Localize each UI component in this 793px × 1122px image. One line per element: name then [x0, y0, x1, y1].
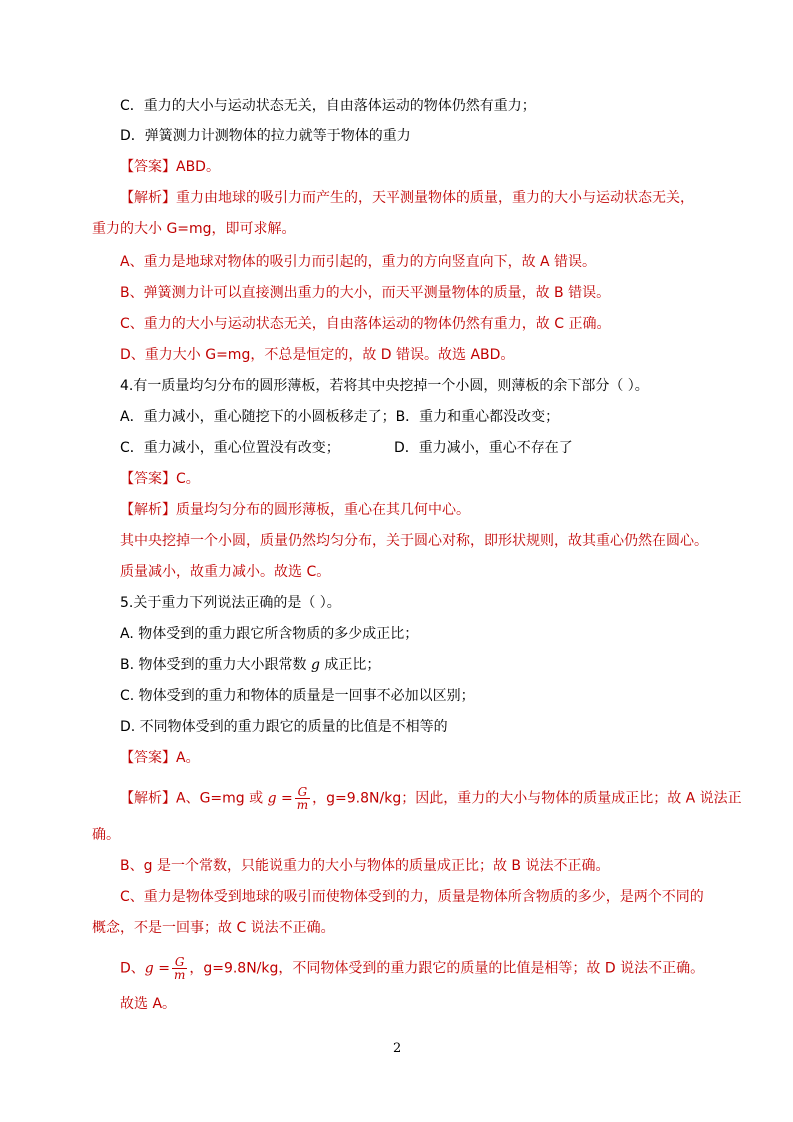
answer-tag: 【答案】	[120, 750, 176, 766]
q3-analysis-c: C、重力的大小与运动状态无关，自由落体运动的物体仍然有重力，故 C 正确。	[120, 316, 611, 332]
fraction-denominator: m	[296, 798, 309, 812]
q3-option-c: C．重力的大小与运动状态无关，自由落体运动的物体仍然有重力；	[120, 98, 536, 114]
formula-lhs: g =	[267, 790, 293, 807]
q5-conclusion: 故选 A。	[120, 996, 177, 1012]
q5-analysis-a-cont: 确。	[92, 827, 120, 843]
q4-option-ab: A．重力减小，重心随挖下的小圆板移走了；B．重力和重心都没改变；	[120, 409, 560, 425]
formula-fraction	[172, 956, 187, 981]
analysis-tag: 【解析】	[120, 190, 176, 206]
constant-g: g	[310, 657, 320, 673]
option-b-text-end: 成正比；	[319, 657, 381, 673]
analysis-text: 质量均匀分布的圆形薄板，重心在其几何中心。	[176, 502, 470, 518]
q3-analysis-line-2: 重力的大小 G=mg，即可求解。	[92, 221, 296, 237]
fraction-numerator: G	[295, 786, 310, 799]
q4-option-d: D．重力减小，重心不存在了	[394, 440, 573, 456]
fraction-numerator: G	[172, 956, 187, 969]
page-number: 2	[393, 1041, 402, 1056]
q3-analysis-b: B、弹簧测力计可以直接测出重力的大小，而天平测量物体的质量，故 B 错误。	[120, 285, 611, 301]
q4-answer	[120, 469, 200, 489]
q3-analysis-line-1	[120, 188, 694, 208]
analysis-text: A、G=mg 或	[176, 790, 268, 807]
answer-value: C。	[176, 471, 200, 487]
q5-analysis-c-1: C、重力是物体受到地球的吸引而使物体受到的力，质量是物体所含物质的多少，是两个不同的	[120, 889, 704, 905]
q4-analysis-line-1	[120, 500, 470, 520]
q5-analysis-c-2: 概念，不是一回事；故 C 说法不正确。	[92, 920, 335, 936]
answer-tag: 【答案】	[120, 471, 176, 487]
q5-option-d: D. 不同物体受到的重力跟它的质量的比值是不相等的	[120, 719, 448, 735]
q5-option-c: C. 物体受到的重力和物体的质量是一回事不必加以区别；	[120, 688, 475, 704]
q5-answer	[120, 748, 200, 768]
q3-answer	[120, 157, 220, 177]
analysis-text: 重力由地球的吸引力而产生的，天平测量物体的质量，重力的大小与运动状态无关，	[176, 190, 694, 206]
analysis-tag: 【解析】	[120, 790, 176, 807]
option-b-text: B. 物体受到的重力大小跟常数	[120, 657, 311, 673]
q5-analysis-b: B、g 是一个常数，只能说重力的大小与物体的质量成正比；故 B 说法不正确。	[120, 858, 610, 874]
q5-option-a: A. 物体受到的重力跟它所含物质的多少成正比；	[120, 626, 419, 642]
analysis-text-end: ，g=9.8N/kg，不同物体受到的重力跟它的质量的比值是相等；故 D 说法不正确。	[189, 960, 705, 977]
analysis-text-end: ，g=9.8N/kg；因此，重力的大小与物体的质量成正比；故 A 说法正	[312, 790, 742, 807]
q4-analysis-line-2: 其中央挖掉一个小圆，质量仍然均匀分布，关于圆心对称，即形状规则，故其重心仍然在圆心。	[120, 533, 708, 549]
q3-analysis-a: A、重力是地球对物体的吸引力而引起的，重力的方向竖直向下，故 A 错误。	[120, 254, 597, 270]
formula-lhs: g =	[144, 960, 170, 977]
q5-analysis-a	[120, 786, 742, 811]
answer-value: A。	[176, 750, 200, 766]
formula-fraction	[295, 786, 310, 811]
q5-analysis-d	[120, 956, 704, 981]
analysis-text: D、	[120, 960, 145, 977]
answer-tag: 【答案】	[120, 159, 176, 175]
answer-value: ABD。	[176, 159, 220, 175]
q5-option-b	[120, 655, 380, 675]
q3-option-d: D．弹簧测力计测物体的拉力就等于物体的重力	[120, 128, 411, 144]
q4-option-c: C．重力减小，重心位置没有改变；	[120, 440, 340, 456]
fraction-denominator: m	[173, 968, 186, 982]
q5-stem: 5.关于重力下列说法正确的是（ ）。	[120, 595, 341, 611]
analysis-tag: 【解析】	[120, 502, 176, 518]
q4-stem: 4.有一质量均匀分布的圆形薄板，若将其中央挖掉一个小圆，则薄板的余下部分（ ）。	[120, 378, 649, 394]
q3-analysis-d: D、重力大小 G=mg，不总是恒定的，故 D 错误。故选 ABD。	[120, 347, 515, 363]
q4-analysis-line-3: 质量减小，故重力减小。故选 C。	[120, 564, 331, 580]
